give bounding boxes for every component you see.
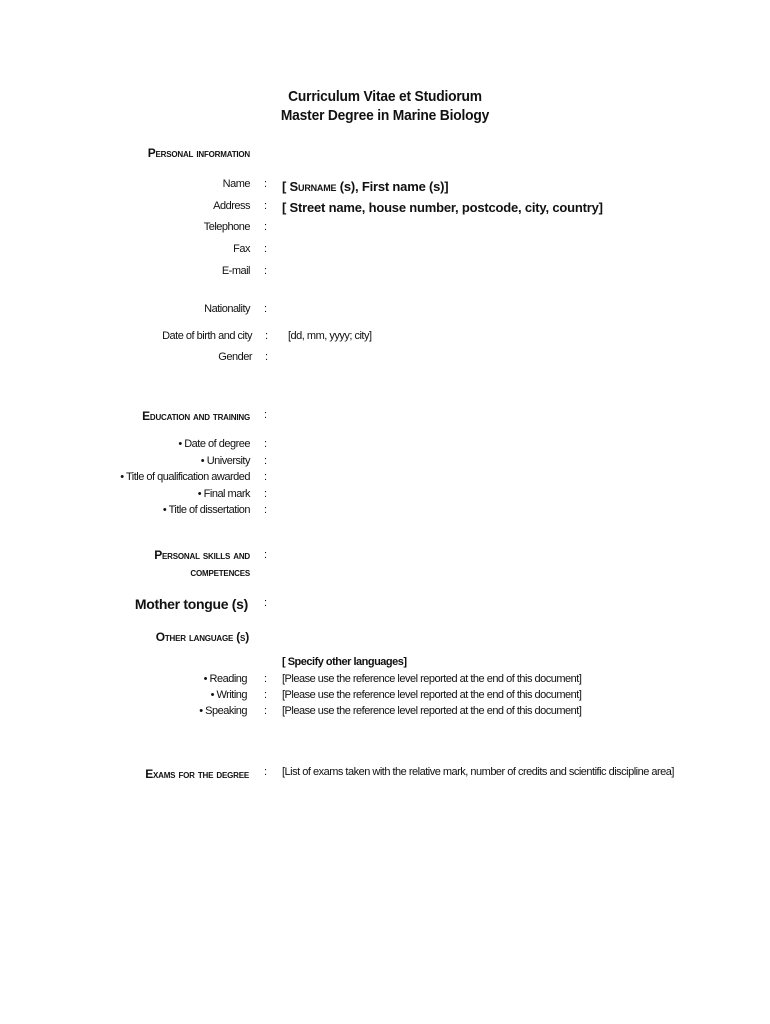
telephone-label: Telephone <box>203 221 250 233</box>
dob-value: [dd, mm, yyyy; city] <box>288 330 372 342</box>
colon: : <box>265 351 269 363</box>
exams-value: [List of exams taken with the relative mark, number of credits and scientific discipline area] <box>282 766 674 778</box>
colon: : <box>264 178 268 190</box>
name-value: [ Surname (s), First name (s)] <box>282 179 449 194</box>
name-label: Name <box>222 178 250 190</box>
specify-other-languages: [ Specify other languages] <box>282 656 407 668</box>
fax-label: Fax <box>233 243 250 255</box>
education-item-university: • University <box>200 455 250 467</box>
colon: : <box>264 673 268 685</box>
colon: : <box>264 303 268 315</box>
document-title: Curriculum Vitae et Studiorum <box>288 88 482 105</box>
speaking-value: [Please use the reference level reported at the end of this document] <box>282 705 582 717</box>
gender-label: Gender <box>218 351 252 363</box>
colon: : <box>264 243 268 255</box>
nationality-label: Nationality <box>204 303 250 315</box>
colon: : <box>264 705 268 717</box>
colon: : <box>264 471 268 483</box>
colon: : <box>264 265 268 277</box>
address-label: Address <box>213 200 250 212</box>
section-exams: Exams for the degree <box>145 767 249 781</box>
section-personal-skills <box>154 547 250 581</box>
email-label: E-mail <box>221 265 250 277</box>
colon: : <box>264 689 268 701</box>
colon: : <box>264 549 268 561</box>
section-personal-skills-line1: Personal skills and <box>154 548 250 562</box>
other-language-heading: Other language (s) <box>155 630 249 644</box>
colon: : <box>264 200 268 212</box>
reading-label: • Reading <box>203 673 247 685</box>
colon: : <box>264 766 268 778</box>
colon: : <box>265 330 269 342</box>
document-subtitle: Master Degree in Marine Biology <box>280 107 490 124</box>
education-item-final-mark: • Final mark <box>197 488 250 500</box>
colon: : <box>264 438 268 450</box>
colon: : <box>264 409 268 421</box>
education-item-title-of-dissertation: • Title of dissertation <box>162 504 250 516</box>
speaking-label: • Speaking <box>199 705 247 717</box>
mother-tongue-label: Mother tongue (s) <box>134 596 248 612</box>
section-personal-information: Personal information <box>147 146 250 160</box>
writing-value: [Please use the reference level reported at the end of this document] <box>282 689 582 701</box>
writing-label: • Writing <box>210 689 247 701</box>
colon: : <box>264 221 268 233</box>
colon: : <box>264 455 268 467</box>
dob-label: Date of birth and city <box>162 330 252 342</box>
reading-value: [Please use the reference level reported at the end of this document] <box>282 673 582 685</box>
colon: : <box>264 504 268 516</box>
colon: : <box>264 597 268 609</box>
education-item-title-of-qualification: • Title of qualification awarded <box>120 471 250 483</box>
section-personal-skills-line2: competences <box>190 565 250 579</box>
education-item-date-of-degree: • Date of degree <box>178 438 250 450</box>
section-education-training: Education and training <box>142 409 250 423</box>
address-value: [ Street name, house number, postcode, city, country] <box>282 200 603 215</box>
colon: : <box>264 488 268 500</box>
